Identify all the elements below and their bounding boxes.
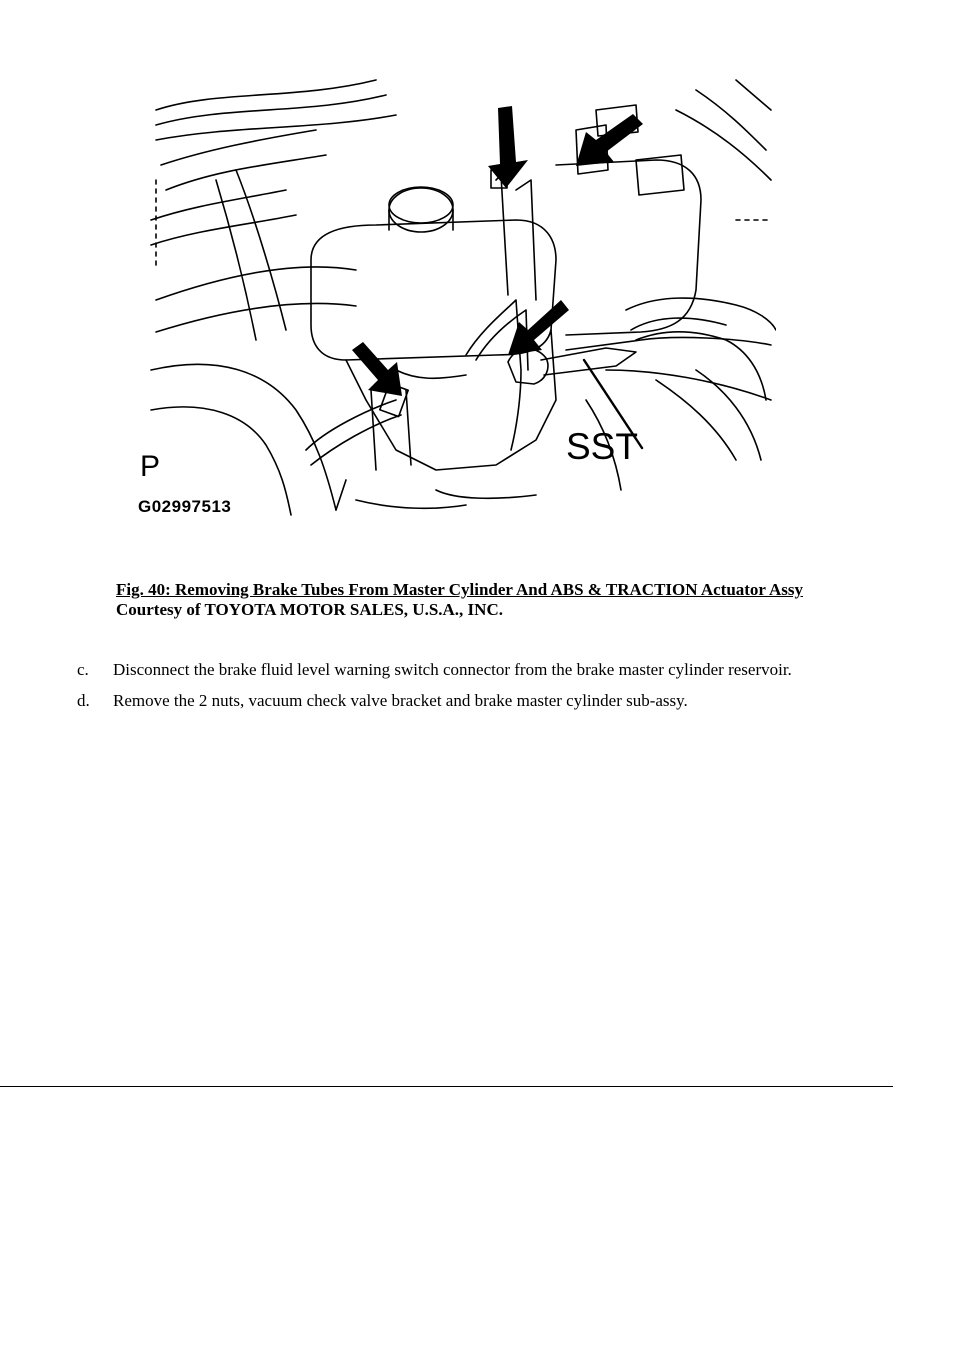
sst-label: SST (566, 426, 638, 467)
figure-view-label: P (140, 450, 161, 483)
engine-bay-figure (136, 70, 776, 530)
arrow-top-center-icon (488, 106, 528, 188)
step-item (77, 660, 937, 680)
figure-caption (116, 580, 876, 620)
step-marker: d. (77, 691, 90, 710)
step-item (77, 691, 937, 711)
page-divider (0, 1086, 893, 1087)
figure-code: G02997513 (138, 497, 232, 516)
step-marker: c. (77, 660, 89, 679)
engine-bay-illustration (136, 70, 776, 530)
arrow-top-right-icon (576, 114, 643, 166)
figure-title-link[interactable]: Fig. 40: Removing Brake Tubes From Master Cylinder And ABS & TRACTION Actuator Assy (116, 580, 803, 599)
step-text: Disconnect the brake fluid level warning switch connector from the brake master cylinder reservoir. (113, 660, 792, 679)
step-text: Remove the 2 nuts, vacuum check valve bracket and brake master cylinder sub-assy. (113, 691, 688, 710)
figure-credit: Courtesy of TOYOTA MOTOR SALES, U.S.A., INC. (116, 600, 503, 619)
procedure-steps (77, 660, 937, 722)
